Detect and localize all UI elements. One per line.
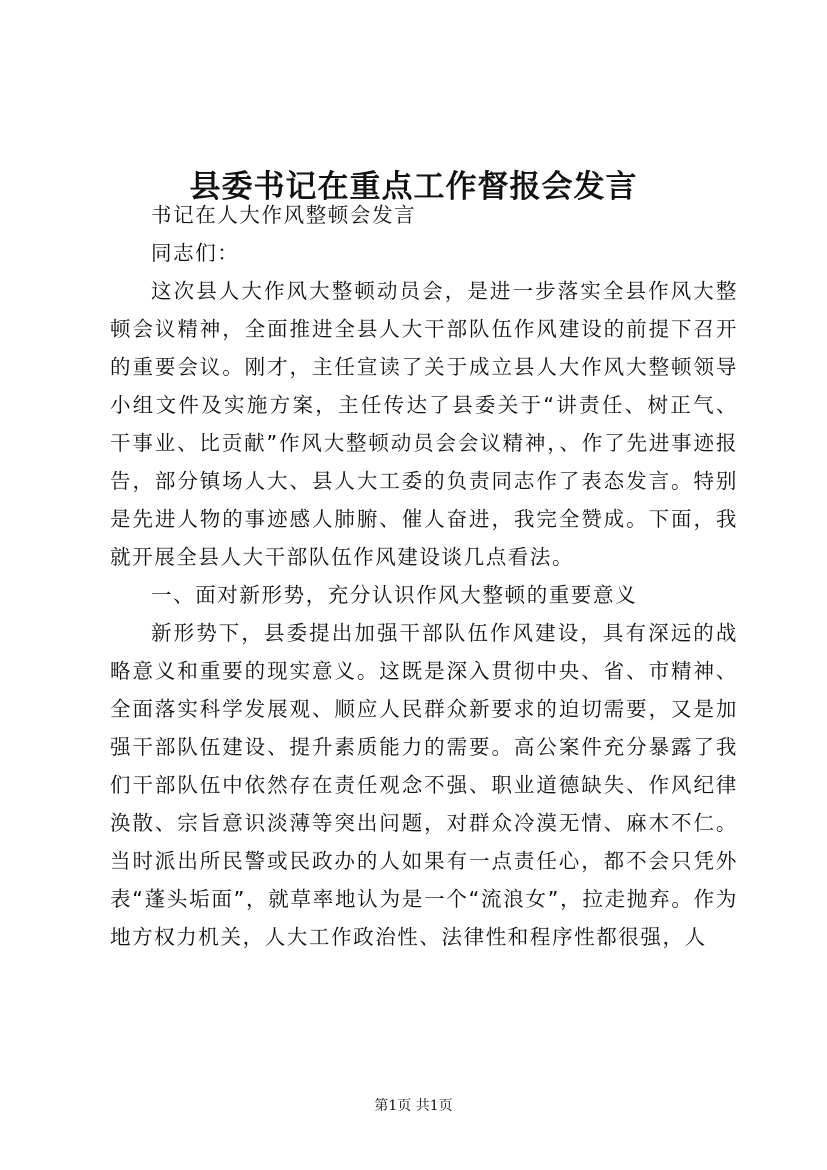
paragraph-salutation: 同志们： [151, 241, 240, 265]
document-title: 县委书记在重点工作督报会发言 [189, 168, 638, 205]
paragraph-section-1: 新形势下，县委提出加强干部队伍作风建设，具有深远的战略意义和重要的现实意义。这既是深入贯彻中央、省、市精神、全面落实科学发展观、顺应人民群众新要求的迫切需要，又是加强干部队伍建设、提升素质能力的需要。高公案件充分暴露了我们干部队伍中依然存在责任观念不强、职业道德缺失、作风纪律涣散、宗旨意识淡薄等突出问题，对群众冷漠无情、麻木不仁。当时派出所民警或民政办的人如果有一点责任心，都不会只凭外表“蓬头垢面”，就草率地认为是一个“流浪女”，拉走抛弃。作为地方权力机关，人大工作政治性、法律性和程序性都很强，人 [110, 621, 738, 949]
page-number-footer: 第1页 共1页 [374, 1098, 453, 1114]
paragraph-subtitle: 书记在人大作风整顿会发言 [151, 203, 417, 227]
document-body [110, 196, 738, 956]
paragraph-intro: 这次县人大作风大整顿动员会，是进一步落实全县作风大整顿会议精神，全面推进全县人大干部队伍作风建设的前提下召开的重要会议。刚才，主任宣读了关于成立县人大作风大整顿领导小组文件及实施方案，主任传达了县委关于“讲责任、树正气、干事业、比贡献”作风大整顿动员会会议精神，、作了先进事迹报告，部分镇场人大、县人大工委的负责同志作了表态发言。特别是先进人物的事迹感人肺腑、催人奋进，我完全赞成。下面，我就开展全县人大干部队伍作风建设谈几点看法。 [110, 279, 738, 569]
section-heading-1: 一、面对新形势，充分认识作风大整顿的重要意义 [151, 583, 638, 607]
